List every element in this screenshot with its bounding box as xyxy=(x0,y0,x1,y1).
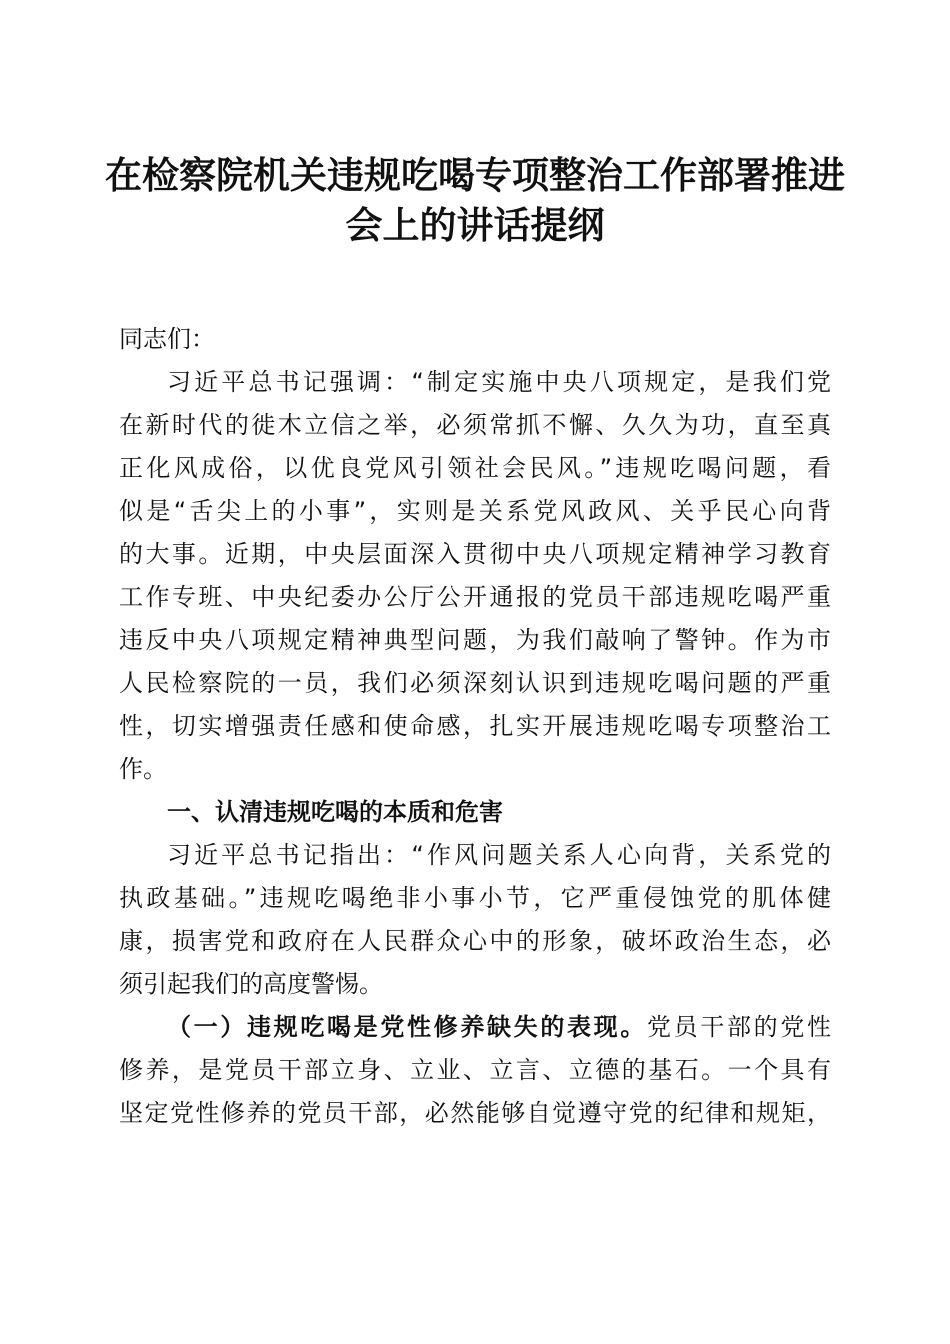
paragraph-1-line: 人民检察院的一员，我们必须深刻认识到违规吃喝问题的严重 xyxy=(119,669,831,697)
section-1-heading: 一、认清违规吃喝的本质和危害 xyxy=(167,798,503,826)
paragraph-2-line: 须引起我们的高度警惕。 xyxy=(119,970,383,998)
paragraph-1-line: 习近平总书记强调：“制定实施中央八项规定，是我们党 xyxy=(167,368,831,396)
document-body xyxy=(119,318,831,1135)
sub-section-1-heading: （一）违规吃喝是党性修养缺失的表现。 xyxy=(167,1013,647,1041)
paragraph-3-line: 坚定党性修养的党员干部，必然能够自觉遵守党的纪律和规矩， xyxy=(119,1099,831,1127)
title-line-2: 会上的讲话提纲 xyxy=(345,203,605,247)
paragraph-1-line: 正化风成俗，以优良党风引领社会民风。”违规吃喝问题，看 xyxy=(119,454,831,482)
paragraph-2-line: 康，损害党和政府在人民群众心中的形象，破坏政治生态，必 xyxy=(119,927,831,955)
paragraph-1-line: 违反中央八项规定精神典型问题，为我们敲响了警钟。作为市 xyxy=(119,626,831,654)
paragraph-1-line: 工作专班、中央纪委办公厅公开通报的党员干部违规吃喝严重 xyxy=(119,583,831,611)
paragraph-1-line: 的大事。近期，中央层面深入贯彻中央八项规定精神学习教育 xyxy=(119,540,831,568)
paragraph-3-first-line-text: 党员干部的党性 xyxy=(647,1013,831,1041)
paragraph-3-first-line xyxy=(119,1006,831,1049)
paragraph-2-line: 习近平总书记指出：“作风问题关系人心向背，关系党的 xyxy=(167,841,831,869)
paragraph-2-line: 执政基础。”违规吃喝绝非小事小节，它严重侵蚀党的肌体健 xyxy=(119,884,831,912)
salutation: 同志们： xyxy=(119,325,215,353)
title-line-1: 在检察院机关违规吃喝专项整治工作部署推进 xyxy=(105,153,845,197)
paragraph-3-line: 修养，是党员干部立身、立业、立言、立德的基石。一个具有 xyxy=(119,1056,831,1084)
paragraph-1-line: 作。 xyxy=(119,755,167,783)
paragraph-1-line: 在新时代的徙木立信之举，必须常抓不懈、久久为功，直至真 xyxy=(119,411,831,439)
paragraph-1-line: 性，切实增强责任感和使命感，扎实开展违规吃喝专项整治工 xyxy=(119,712,831,740)
document-title xyxy=(100,150,850,250)
paragraph-1-line: 似是“舌尖上的小事”，实则是关系党风政风、关乎民心向背 xyxy=(119,497,831,525)
